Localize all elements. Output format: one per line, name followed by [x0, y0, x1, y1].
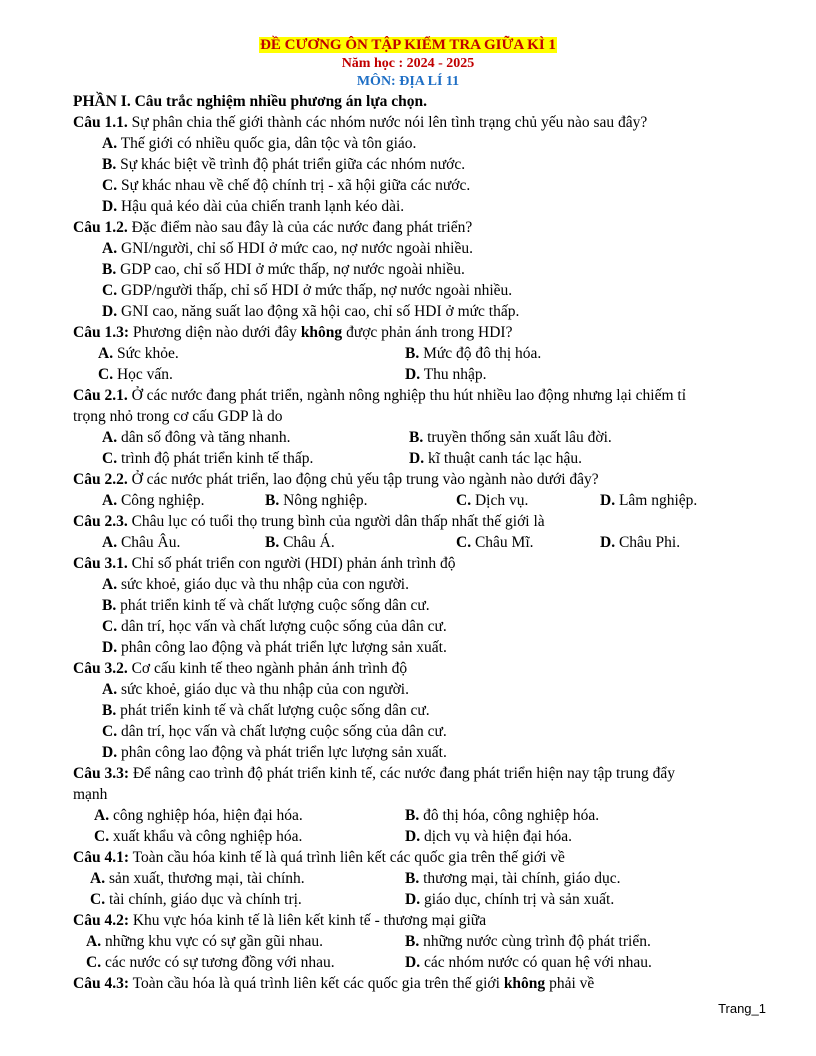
option-a: A. Thế giới có nhiều quốc gia, dân tộc và tôn giáo. [102, 135, 417, 152]
option-a: A. Công nghiệp. [102, 492, 205, 509]
option-d: D. Thu nhập. [405, 366, 487, 383]
option-c: C. xuất khẩu và công nghiệp hóa. [94, 828, 303, 845]
question-3-3-cont: mạnh [73, 786, 108, 803]
document-title: ĐỀ CƯƠNG ÔN TẬP KIỂM TRA GIỮA KÌ 1 [260, 37, 556, 53]
option-c: C. dân trí, học vấn và chất lượng cuộc sống của dân cư. [102, 618, 447, 635]
option-b: B. đô thị hóa, công nghiệp hóa. [405, 807, 600, 824]
option-c: C. các nước có sự tương đồng với nhau. [86, 954, 335, 971]
option-b: B. những nước cùng trình độ phát triển. [405, 933, 651, 950]
option-c: C. tài chính, giáo dục và chính trị. [90, 891, 302, 908]
option-d: D. các nhóm nước có quan hệ với nhau. [405, 954, 652, 971]
option-b: B. GDP cao, chỉ số HDI ở mức thấp, nợ nước ngoài nhiều. [102, 261, 465, 278]
question-2-1: Câu 2.1. Ở các nước đang phát triển, ngành nông nghiệp thu hút nhiều lao động nhưng lại chiếm tỉ [73, 387, 687, 404]
option-b: B. truyền thống sản xuất lâu đời. [409, 429, 612, 446]
section-heading: PHẦN I. Câu trắc nghiệm nhiều phương án lựa chọn. [73, 93, 428, 110]
option-a: A. Châu Âu. [102, 534, 181, 551]
option-c: C. dân trí, học vấn và chất lượng cuộc sống của dân cư. [102, 723, 447, 740]
question-1-2: Câu 1.2. Đặc điểm nào sau đây là của các nước đang phát triển? [73, 219, 473, 236]
question-4-3: Câu 4.3: Toàn cầu hóa là quá trình liên kết các quốc gia trên thế giới không phải về [73, 975, 595, 992]
question-3-1: Câu 3.1. Chỉ số phát triển con người (HDI) phản ánh trình độ [73, 555, 456, 572]
option-a: A. GNI/người, chỉ số HDI ở mức cao, nợ nước ngoài nhiều. [102, 240, 473, 257]
school-year: Năm học : 2024 - 2025 [341, 56, 475, 71]
question-4-1: Câu 4.1: Toàn cầu hóa kinh tế là quá trình liên kết các quốc gia trên thế giới về [73, 849, 565, 866]
option-d: D. giáo dục, chính trị và sản xuất. [405, 891, 615, 908]
option-b: B. Mức độ đô thị hóa. [405, 345, 542, 362]
option-d: D. phân công lao động và phát triển lực lượng sản xuất. [102, 639, 447, 656]
option-a: A. Sức khỏe. [98, 345, 179, 362]
option-d: D. phân công lao động và phát triển lực lượng sản xuất. [102, 744, 447, 761]
option-d: D. Lâm nghiệp. [600, 492, 698, 509]
option-d: D. Hậu quả kéo dài của chiến tranh lạnh kéo dài. [102, 198, 405, 215]
option-d: D. GNI cao, năng suất lao động xã hội cao, chỉ số HDI ở mức thấp. [102, 303, 520, 320]
question-2-3: Câu 2.3. Châu lục có tuổi thọ trung bình của người dân thấp nhất thế giới là [73, 513, 545, 530]
option-a: A. dân số đông và tăng nhanh. [102, 429, 291, 446]
option-d: D. dịch vụ và hiện đại hóa. [405, 828, 573, 845]
option-c: C. GDP/người thấp, chỉ số HDI ở mức thấp, nợ nước ngoài nhiều. [102, 282, 513, 299]
option-b: B. thương mại, tài chính, giáo dục. [405, 870, 621, 887]
question-1-1: Câu 1.1. Sự phân chia thế giới thành các nhóm nước nói lên tình trạng chủ yếu nào sau đây? [73, 114, 648, 131]
option-c: C. Học vấn. [98, 366, 173, 383]
subject-title: MÔN: ĐỊA LÍ 11 [356, 74, 460, 89]
option-c: C. Châu Mĩ. [456, 534, 534, 551]
option-b: B. Sự khác biệt về trình độ phát triển giữa các nhóm nước. [102, 156, 466, 173]
question-2-1-cont: trọng nhỏ trong cơ cấu GDP là do [73, 408, 283, 425]
option-a: A. những khu vực có sự gần gũi nhau. [86, 933, 324, 950]
question-1-3: Câu 1.3: Phương diện nào dưới đây không được phản ánh trong HDI? [73, 324, 513, 341]
option-a: A. sản xuất, thương mại, tài chính. [90, 870, 305, 887]
option-d: D. kĩ thuật canh tác lạc hậu. [409, 450, 583, 467]
option-a: A. sức khoẻ, giáo dục và thu nhập của con người. [102, 681, 409, 698]
option-d: D. Châu Phi. [600, 534, 681, 551]
option-c: C. Dịch vụ. [456, 492, 529, 509]
option-a: A. sức khoẻ, giáo dục và thu nhập của con người. [102, 576, 409, 593]
question-3-2: Câu 3.2. Cơ cấu kinh tế theo ngành phản ánh trình độ [73, 660, 408, 677]
option-b: B. phát triển kinh tế và chất lượng cuộc sống dân cư. [102, 702, 430, 719]
question-2-2: Câu 2.2. Ở các nước phát triển, lao động chủ yếu tập trung vào ngành nào dưới đây? [73, 471, 599, 488]
option-c: C. trình độ phát triển kinh tế thấp. [102, 450, 314, 467]
option-b: B. phát triển kinh tế và chất lượng cuộc sống dân cư. [102, 597, 430, 614]
option-b: B. Châu Á. [265, 534, 335, 551]
page-number: Trang_1 [718, 1001, 766, 1016]
question-4-2: Câu 4.2: Khu vực hóa kinh tế là liên kết kinh tế - thương mại giữa [73, 912, 487, 929]
option-c: C. Sự khác nhau về chế độ chính trị - xã hội giữa các nước. [102, 177, 471, 194]
question-3-3: Câu 3.3: Để nâng cao trình độ phát triển kinh tế, các nước đang phát triển hiện nay tập trung đẩy [73, 765, 675, 782]
option-b: B. Nông nghiệp. [265, 492, 368, 509]
option-a: A. công nghiệp hóa, hiện đại hóa. [94, 807, 303, 824]
